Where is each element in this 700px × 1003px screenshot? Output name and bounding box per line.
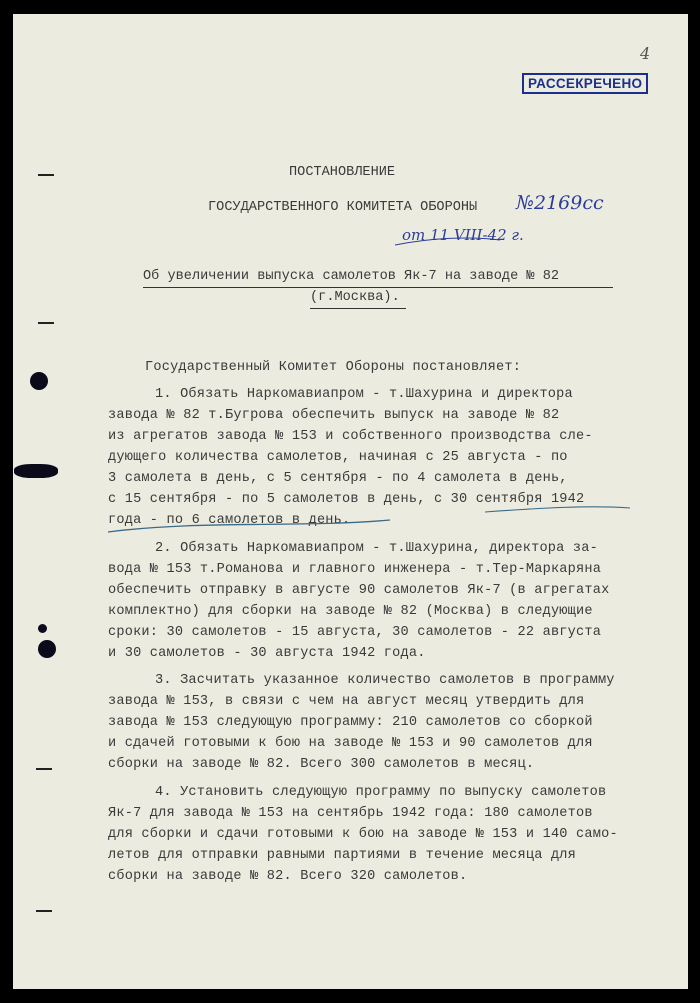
body-line: сроки: 30 самолетов - 15 августа, 30 самолетов - 22 августа	[108, 625, 602, 640]
subject-line-2: (г.Москва).	[310, 290, 400, 305]
binding-mark	[38, 322, 54, 324]
body-line: обеспечить отправку в августе 90 самолетов Як-7 (в агрегатах	[108, 583, 610, 598]
handwritten-number: №2169сс	[516, 192, 604, 214]
page-number: 4	[640, 44, 651, 63]
binding-mark	[36, 910, 52, 912]
binder-hole	[38, 624, 47, 633]
body-line: 4. Установить следующую программу по выпуску самолетов	[155, 785, 607, 800]
body-line: завода № 153, в связи с чем на август месяц утвердить для	[108, 694, 585, 709]
preamble-line: Государственный Комитет Обороны постановляет:	[145, 360, 522, 375]
body-line: комплектно) для сборки на заводе № 82 (Москва) в следующие	[108, 604, 593, 619]
body-line: 1. Обязать Наркомавиапром - т.Шахурина и директора	[155, 387, 573, 402]
body-line: из агрегатов завода № 153 и собственного производства сле-	[108, 429, 593, 444]
binder-hole	[38, 640, 56, 658]
body-line: вода № 153 т.Романова и главного инженера - т.Тер-Маркаряна	[108, 562, 602, 577]
pen-underline	[395, 238, 500, 245]
binder-hole	[30, 372, 48, 390]
body-line: 3 самолета в день, с 5 сентября - по 4 самолета в день,	[108, 471, 568, 486]
body-line: для сборки и сдачи готовыми к бою на заводе № 153 и 140 само-	[108, 827, 618, 842]
body-line: сборки на заводе № 82. Всего 320 самолетов.	[108, 869, 468, 884]
binding-mark	[36, 768, 52, 770]
body-line: завода № 153 следующую программу: 210 самолетов со сборкой	[108, 715, 593, 730]
body-line: и 30 самолетов - 30 августа 1942 года.	[108, 646, 426, 661]
pen-underline	[108, 520, 390, 532]
body-line: с 15 сентября - по 5 самолетов в день, с 30 сентября 1942	[108, 492, 585, 507]
document-title: ПОСТАНОВЛЕНИЕ	[289, 165, 396, 180]
body-line: 3. Засчитать указанное количество самолетов в программу	[155, 673, 615, 688]
body-line: завода № 82 т.Бугрова обеспечить выпуск на заводе № 82	[108, 408, 560, 423]
body-line: года - по 6 самолетов в день.	[108, 513, 351, 528]
body-line: и сдачей готовыми к бою на заводе № 153 и 90 самолетов для	[108, 736, 593, 751]
binding-mark	[38, 174, 54, 176]
body-line: сборки на заводе № 82. Всего 300 самолетов в месяц.	[108, 757, 535, 772]
body-line: 2. Обязать Наркомавиапром - т.Шахурина, директора за-	[155, 541, 598, 556]
body-line: Як-7 для завода № 153 на сентябрь 1942 года: 180 самолетов	[108, 806, 593, 821]
body-line: летов для отправки равными партиями в течение месяца для	[108, 848, 577, 863]
pen-underline	[485, 507, 630, 512]
handwritten-date: от 11 VIII-42 г.	[402, 226, 524, 244]
binder-hole	[14, 464, 58, 478]
body-line: дующего количества самолетов, начиная с 25 августа - по	[108, 450, 568, 465]
declassified-stamp: РАССЕКРЕЧЕНО	[522, 73, 648, 94]
document-issuer: ГОСУДАРСТВЕННОГО КОМИТЕТА ОБОРОНЫ	[208, 200, 478, 215]
subject-line-1: Об увеличении выпуска самолетов Як-7 на заводе № 82	[143, 269, 560, 284]
